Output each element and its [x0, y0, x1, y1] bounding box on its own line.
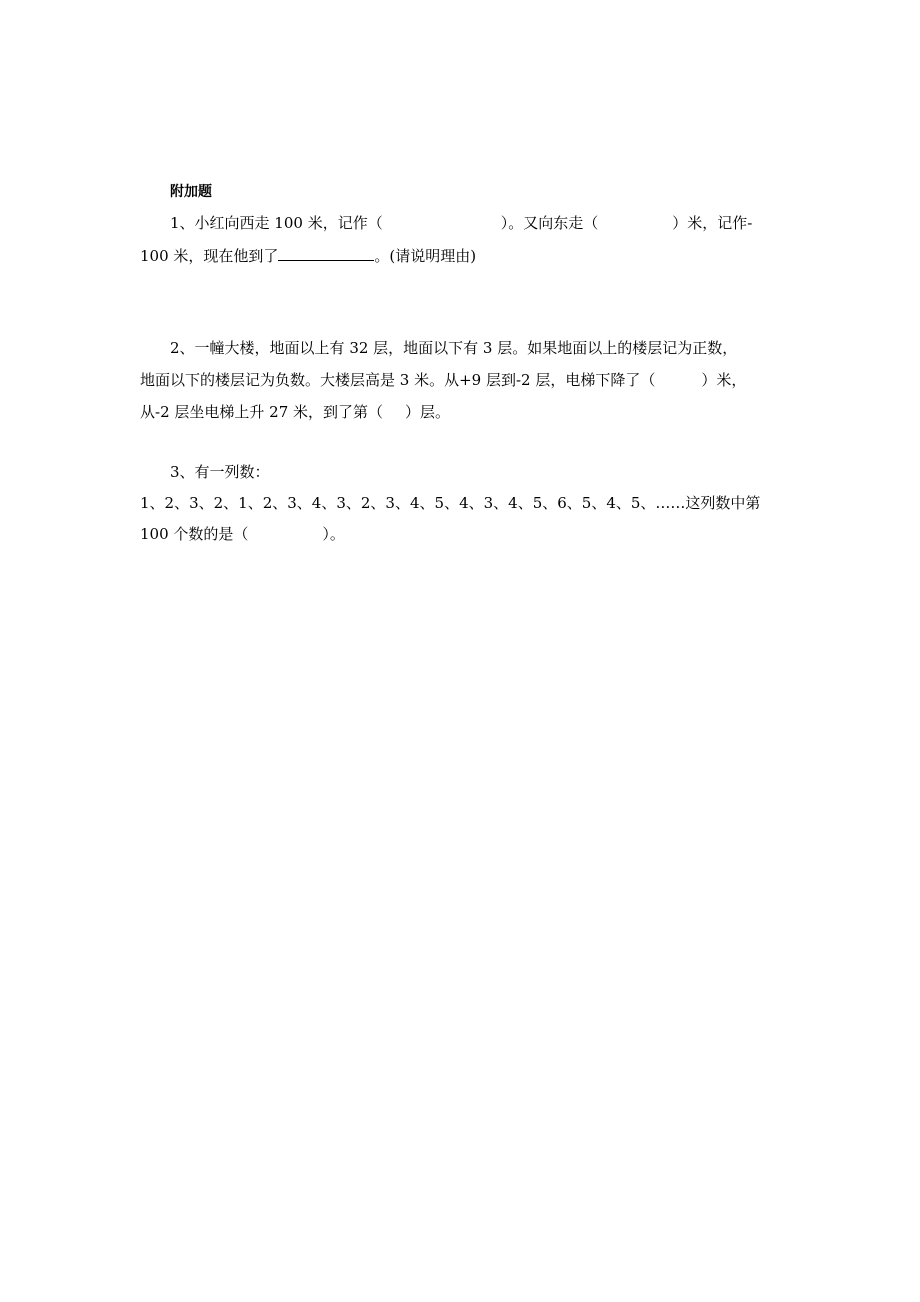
q2-text-d: ）层。: [405, 403, 451, 421]
q1-text-e: 。(请说明理由): [374, 247, 477, 265]
question-3-line-1: 3、有一列数：: [170, 463, 270, 481]
page-title: 附加题: [170, 184, 212, 200]
q1-answer-blank-3[interactable]: [278, 245, 374, 261]
q1-text-b: ）。又向东走（: [500, 214, 599, 232]
question-2-line-1: 2、一幢大楼，地面以上有 32 层，地面以下有 3 层。如果地面以上的楼层记为正数，: [170, 339, 738, 357]
q2-text-c: 从-2 层坐电梯上升 27 米，到了第（: [140, 403, 384, 421]
question-1-line-2: [140, 245, 476, 265]
q1-text-c: ）米，记作-: [672, 214, 753, 232]
question-1-line-1: [170, 213, 752, 233]
question-3-line-2: 1、2、3、2、1、2、3、4、3、2、3、4、5、4、3、4、5、6、5、4、5、……这列数中第: [140, 494, 761, 512]
question-2-line-3: [140, 402, 450, 422]
q3-text-b: ）。: [322, 525, 345, 543]
q1-text-d: 100 米，现在他到了: [140, 247, 279, 265]
q2-text-a: 地面以下的楼层记为负数。大楼层高是 3 米。从+9 层到-2 层，电梯下降了（: [140, 371, 656, 389]
q1-text-a: 1、小红向西走 100 米，记作（: [170, 214, 383, 232]
question-2-line-2: [140, 370, 746, 390]
q2-text-b: ）米，: [701, 371, 747, 389]
q3-text-a: 100 个数的是（: [140, 525, 249, 543]
question-3-line-3: [140, 524, 345, 544]
